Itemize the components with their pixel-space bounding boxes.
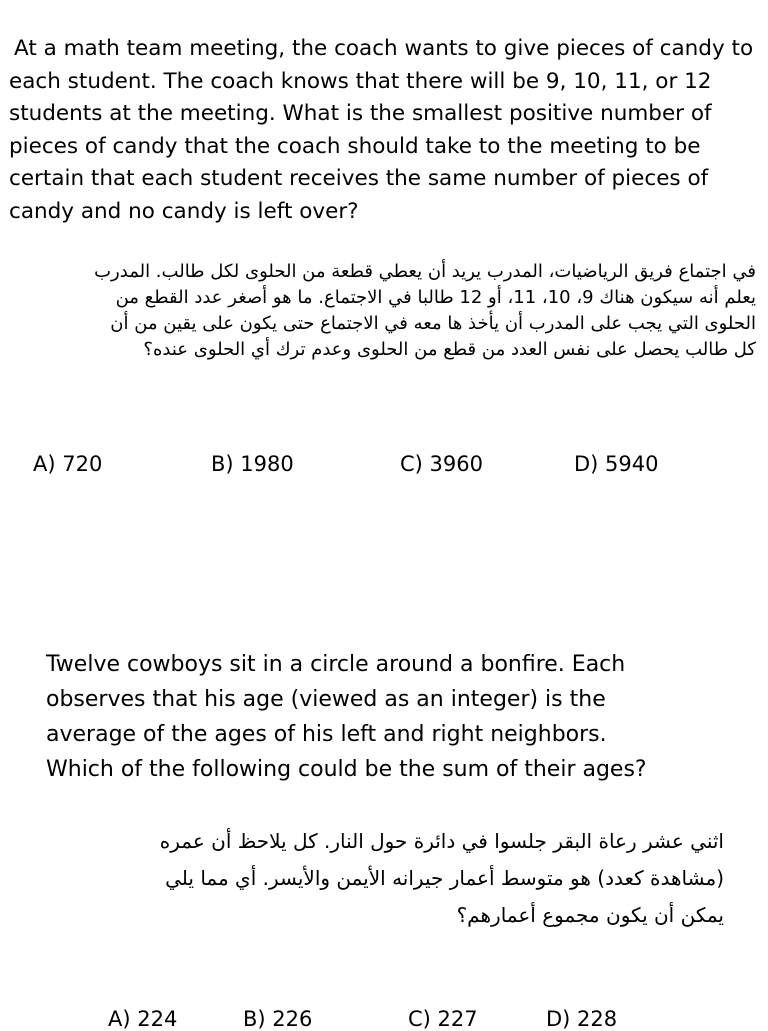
problem2-question-ar: [34, 823, 724, 934]
problem1-ar-line: كل طالب يحصل على نفس العدد من قطع من الحلوى وعدم ترك أي الحلوى عنده؟: [143, 339, 756, 360]
problem1-question-ar: [6, 259, 756, 363]
problem1-en-line: certain that each student receives the same number of pieces of: [9, 166, 709, 191]
problem1-question-en: [9, 33, 761, 228]
problem2-option-b: B) 226: [243, 1007, 313, 1031]
problem1-option-a: A) 720: [33, 452, 103, 476]
problem1-option-d: D) 5940: [574, 452, 659, 476]
problem2-option-d: D) 228: [546, 1007, 618, 1031]
problem1-en-line: candy and no candy is left over?: [9, 198, 359, 224]
problem2-en-line: average of the ages of his left and right neighbors.: [46, 722, 607, 747]
problem1-ar-line: الحلوى التي يجب على المدرب أن يأخذ ها معه في الاجتماع حتى يكون على يقين من أن: [110, 313, 756, 334]
problem1-en-line: At a math team meeting, the coach wants to give pieces of candy to: [14, 36, 754, 61]
problem1-option-c: C) 3960: [400, 452, 483, 476]
problem2-option-c: C) 227: [408, 1007, 478, 1031]
problem1-en-line: pieces of candy that the coach should take to the meeting to be: [9, 133, 701, 159]
problem2-ar-line: يمكن أن يكون مجموع أعمارهم؟: [456, 903, 724, 927]
problem1-ar-line: يعلم أنه سيكون هناك 9، 10، 11، أو 12 طالبا في الاجتماع. ما هو أصغر عدد القطع من: [115, 287, 756, 308]
problem2-en-line: observes that his age (viewed as an integer) is the: [46, 687, 606, 712]
problem2-ar-line: (مشاهدة كعدد) هو متوسط أعمار جيرانه الأيمن والأيسر. أي مما يلي: [165, 866, 724, 890]
problem2-en-line: Which of the following could be the sum of their ages?: [46, 757, 647, 782]
problem2-option-a: A) 224: [108, 1007, 178, 1031]
problem2-ar-line: اثني عشر رعاة البقر جلسوا في دائرة حول النار. كل يلاحظ أن عمره: [159, 829, 724, 853]
problem1-en-line: students at the meeting. What is the smallest positive number of: [9, 101, 712, 126]
problem1-option-b: B) 1980: [211, 452, 294, 476]
problem1-en-line: each student. The coach knows that there will be 9, 10, 11, or 12: [9, 68, 712, 94]
problem2-question-en: [46, 647, 756, 787]
problem2-en-line: Twelve cowboys sit in a circle around a bonfire. Each: [46, 652, 626, 677]
problem1-ar-line: في اجتماع فريق الرياضيات، المدرب يريد أن يعطي قطعة من الحلوى لكل طالب. المدرب: [94, 261, 756, 282]
